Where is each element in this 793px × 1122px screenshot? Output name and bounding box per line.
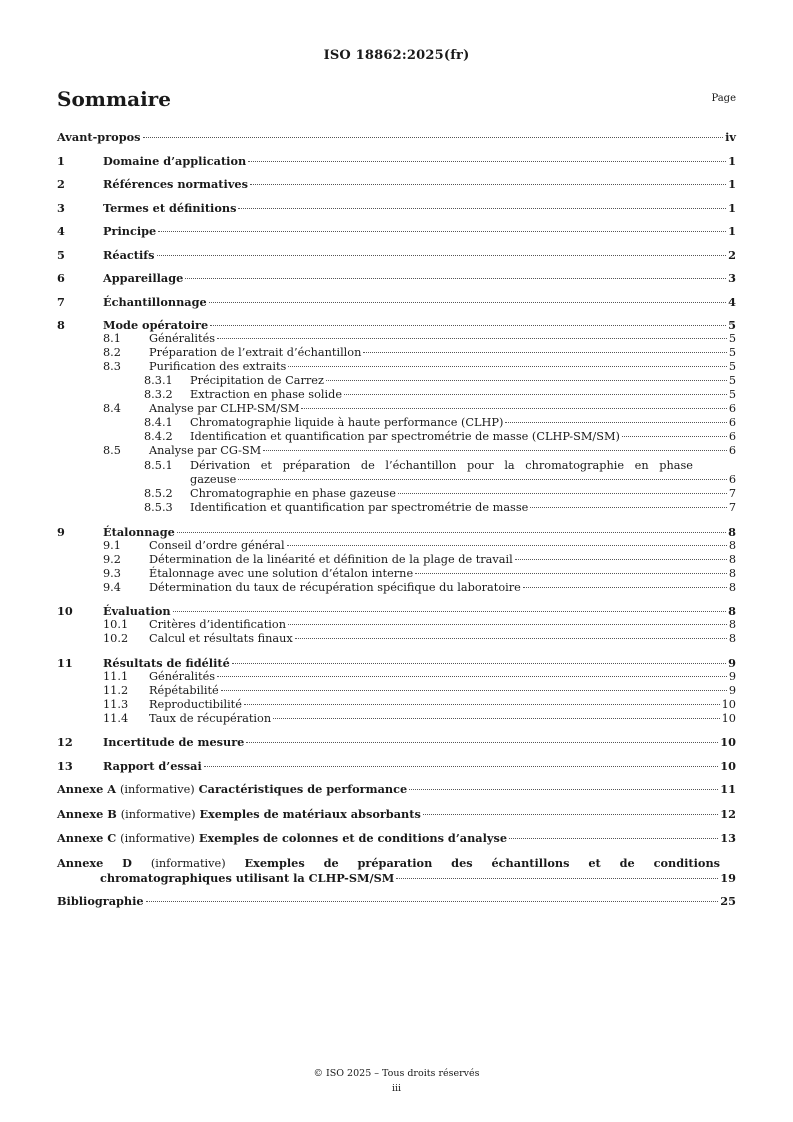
toc-entry-page: 7 — [728, 487, 736, 500]
toc-entry-number: 11 — [57, 655, 73, 670]
toc-entry-page: 10 — [721, 711, 736, 725]
toc-entry-number: 9.2 — [103, 552, 121, 566]
toc-entry-13[interactable] — [57, 759, 736, 773]
toc-entry-number: 8.3.1 — [144, 374, 173, 387]
leader-dots — [238, 479, 726, 480]
annex-title: Exemples de matériaux absorbants — [199, 806, 421, 821]
toc-entry-label: Analyse par CG-SM — [149, 444, 262, 457]
annex-name: Annexe B — [57, 806, 117, 821]
leader-dots — [185, 278, 726, 279]
annex-name: Annexe A — [57, 782, 116, 796]
toc-entry-number: 3 — [57, 200, 65, 215]
toc-entry-8-5-2[interactable] — [57, 487, 736, 501]
toc-entry-8-1[interactable] — [57, 332, 736, 346]
toc-entry-6[interactable] — [57, 271, 736, 285]
toc-entry-page: 1 — [728, 177, 736, 191]
toc-entry-page: 8 — [728, 604, 736, 618]
leader-dots — [509, 838, 718, 839]
toc-entry-4[interactable] — [57, 224, 736, 238]
leader-dots — [246, 742, 718, 743]
toc-entry-page: 5 — [728, 388, 736, 401]
toc-entry-8-3-1[interactable] — [57, 374, 736, 388]
leader-dots — [287, 545, 727, 546]
toc-entry-page: 6 — [728, 473, 736, 486]
toc-entry-page: 5 — [728, 318, 736, 332]
leader-dots — [177, 532, 726, 533]
leader-dots — [301, 408, 726, 409]
leader-dots — [232, 663, 726, 664]
toc-entry-page: 9 — [728, 655, 736, 670]
toc-entry-bibliography[interactable] — [57, 894, 736, 908]
toc-entry-page: 8 — [728, 552, 736, 566]
toc-entry-page: 6 — [728, 402, 736, 415]
toc-entry-number: 11.3 — [103, 697, 129, 711]
toc-entry-page: 7 — [728, 501, 736, 514]
annex-title: Exemples de préparation des échantillons et de conditions — [244, 855, 721, 870]
toc-entry-number: 8.2 — [103, 346, 121, 359]
toc-entry-8-3[interactable] — [57, 360, 736, 374]
toc-entry-label: Reproductibilité — [149, 697, 242, 711]
toc-entry-page: 10 — [720, 758, 736, 773]
toc-entry-page: 1 — [728, 153, 736, 168]
leader-dots — [157, 255, 727, 256]
toc-entry-number: 8.5 — [103, 444, 121, 457]
toc-entry-label: Précipitation de Carrez — [190, 374, 324, 387]
toc-entry-page: 8 — [728, 580, 736, 594]
toc-entry-annex-c[interactable] — [57, 831, 736, 846]
toc-entry-label-continued: gazeuse — [190, 473, 237, 486]
leader-dots — [244, 704, 720, 705]
toc-entry-label: Purification des extraits — [149, 360, 287, 373]
toc-entry-foreword[interactable] — [57, 130, 736, 144]
page-title: Sommaire — [57, 87, 171, 111]
toc-entry-page: 9 — [728, 683, 736, 697]
toc-entry-label: Avant-propos — [57, 130, 141, 144]
toc-entry-label: Chromatographie liquide à haute performance (CLHP) — [190, 416, 504, 429]
toc-entry-8-3-2[interactable] — [57, 388, 736, 402]
toc-entry-page: 13 — [720, 831, 736, 845]
toc-entry-page: 1 — [728, 200, 736, 215]
toc-entry-number: 9.4 — [103, 580, 121, 594]
toc-entry-label: Détermination du taux de récupération spécifique du laboratoire — [149, 580, 521, 594]
toc-entry-label: Références normatives — [103, 177, 248, 191]
toc-entry-8-2[interactable] — [57, 346, 736, 360]
page-number: iii — [391, 1083, 402, 1094]
toc-entry-number: 13 — [57, 758, 73, 773]
toc-entry-page: 8 — [728, 618, 736, 631]
annex-name: Annexe D — [57, 855, 132, 870]
page-column-label: Page — [711, 93, 736, 104]
leader-dots — [209, 302, 726, 303]
table-of-contents — [57, 130, 736, 908]
toc-entry-page: 19 — [720, 870, 736, 885]
toc-entry-number: 8.1 — [103, 332, 121, 345]
toc-entry-8-4[interactable] — [57, 402, 736, 416]
toc-entry-number: 8.5.2 — [144, 487, 173, 500]
toc-entry-number: 6 — [57, 271, 65, 285]
toc-entry-label: Domaine d’application — [103, 153, 247, 168]
annex-type: (informative) — [120, 807, 196, 821]
toc-entry-label: Mode opératoire — [103, 318, 209, 332]
leader-dots — [523, 587, 727, 588]
leader-dots — [248, 161, 726, 162]
toc-entry-8-5-3[interactable] — [57, 501, 736, 515]
leader-dots — [288, 366, 727, 367]
toc-entry-number: 5 — [57, 247, 65, 262]
leader-dots — [250, 184, 726, 185]
toc-entry-number: 8.4.1 — [144, 416, 173, 429]
document-id: ISO 18862:2025(fr) — [323, 48, 470, 63]
toc-entry-label: Chromatographie en phase gazeuse — [190, 487, 396, 500]
toc-entry-number: 11.4 — [103, 711, 129, 725]
toc-entry-page: 25 — [720, 894, 736, 908]
toc-entry-8-4-1[interactable] — [57, 416, 736, 430]
toc-entry-number: 7 — [57, 294, 65, 309]
toc-entry-page: 8 — [728, 632, 736, 645]
toc-entry-label: Rapport d’essai — [103, 758, 202, 773]
toc-entry-number: 9.3 — [103, 566, 121, 580]
toc-entry-label: Détermination de la linéarité et définition de la plage de travail — [149, 552, 513, 566]
leader-dots — [204, 766, 719, 767]
toc-entry-7[interactable] — [57, 295, 736, 309]
toc-entry-label: Répétabilité — [149, 683, 219, 697]
leader-dots — [146, 901, 719, 902]
toc-entry-5[interactable] — [57, 248, 736, 262]
annex-type: (informative) — [119, 783, 195, 796]
toc-entry-9-4[interactable] — [57, 581, 736, 595]
leader-dots — [326, 380, 727, 381]
copyright-notice: © ISO 2025 – Tous droits réservés — [313, 1068, 480, 1079]
toc-entry-8-5-1[interactable] — [57, 459, 736, 487]
toc-entry-label: Généralités — [149, 669, 216, 683]
toc-entry-page: 5 — [728, 374, 736, 387]
toc-entry-number: 9.1 — [103, 538, 121, 552]
toc-entry-page: 10 — [721, 697, 736, 711]
leader-dots — [530, 507, 726, 508]
toc-entry-number: 8.3.2 — [144, 388, 173, 401]
toc-entry-12[interactable] — [57, 735, 736, 749]
leader-dots — [415, 573, 727, 574]
leader-dots — [210, 325, 726, 326]
toc-entry-1[interactable] — [57, 154, 736, 168]
toc-entry-9-2[interactable] — [57, 553, 736, 567]
toc-entry-label: Évaluation — [103, 604, 171, 618]
toc-entry-number: 8.4.2 — [144, 430, 173, 443]
toc-entry-page: 2 — [728, 247, 736, 262]
toc-entry-9[interactable] — [57, 525, 736, 539]
toc-entry-label: Analyse par CLHP-SM/SM — [149, 402, 300, 415]
annex-name: Annexe C — [57, 831, 117, 845]
toc-entry-number: 4 — [57, 224, 65, 238]
leader-dots — [423, 814, 718, 815]
annex-title-continued: chromatographiques utilisant la CLHP-SM/SM — [100, 870, 395, 885]
leader-dots — [398, 493, 727, 494]
toc-entry-annex-d[interactable] — [57, 856, 736, 885]
toc-entry-label: Extraction en phase solide — [190, 388, 343, 401]
annex-heading — [57, 856, 736, 871]
leader-dots — [173, 611, 727, 612]
toc-entry-number: 12 — [57, 735, 73, 749]
leader-dots — [622, 436, 727, 437]
leader-dots — [273, 718, 720, 719]
toc-entry-11-2[interactable] — [57, 684, 736, 698]
annex-type: (informative) — [120, 832, 195, 845]
toc-entry-2[interactable] — [57, 177, 736, 191]
leader-dots — [217, 676, 727, 677]
toc-entry-page: 8 — [728, 566, 736, 580]
toc-entry-8-5[interactable] — [57, 444, 736, 458]
toc-entry-page: 1 — [728, 224, 736, 238]
toc-entry-number: 9 — [57, 524, 65, 539]
leader-dots — [515, 559, 727, 560]
toc-entry-label: Calcul et résultats finaux — [149, 632, 293, 645]
annex-title: Exemples de colonnes et de conditions d’analyse — [198, 831, 508, 845]
toc-entry-label: Identification et quantification par spectrométrie de masse (CLHP-SM/SM) — [190, 430, 620, 443]
toc-entry-label: Critères d’identification — [149, 618, 286, 631]
toc-entry-page: 6 — [728, 430, 736, 443]
leader-dots — [238, 208, 726, 209]
toc-entry-label: Généralités — [149, 332, 216, 345]
toc-entry-label: Incertitude de mesure — [103, 735, 245, 749]
toc-entry-page: iv — [725, 130, 736, 144]
toc-entry-label: Échantillonnage — [103, 294, 207, 309]
toc-entry-number: 11.1 — [103, 669, 129, 683]
leader-dots — [288, 624, 727, 625]
leader-dots — [505, 422, 726, 423]
leader-dots — [409, 789, 718, 790]
toc-entry-number: 10.1 — [103, 618, 129, 631]
toc-entry-number: 10.2 — [103, 632, 129, 645]
toc-entry-page: 5 — [728, 360, 736, 373]
page-footer — [0, 1066, 793, 1096]
toc-entry-page: 4 — [728, 294, 736, 309]
toc-entry-11[interactable] — [57, 656, 736, 670]
toc-entry-label: Identification et quantification par spectrométrie de masse — [190, 501, 529, 514]
toc-entry-annex-b[interactable] — [57, 807, 736, 822]
toc-entry-8[interactable] — [57, 318, 736, 332]
toc-entry-label: Appareillage — [103, 271, 184, 285]
toc-entry-number: 1 — [57, 153, 65, 168]
toc-entry-page: 8 — [728, 524, 736, 539]
toc-entry-10-1[interactable] — [57, 618, 736, 632]
annex-heading — [57, 782, 407, 797]
toc-entry-page: 12 — [720, 806, 736, 821]
leader-dots — [363, 352, 726, 353]
toc-entry-10-2[interactable] — [57, 632, 736, 646]
toc-entry-number: 8.4 — [103, 402, 121, 415]
toc-entry-label: Dérivation et préparation de l’échantillon pour la chromatographie en phase — [190, 459, 693, 472]
leader-dots — [217, 338, 727, 339]
toc-entry-label: Principe — [103, 224, 157, 238]
toc-entry-label: Réactifs — [103, 247, 155, 262]
toc-entry-page: 5 — [728, 332, 736, 345]
toc-entry-10[interactable] — [57, 604, 736, 618]
toc-entry-label: Termes et définitions — [103, 200, 237, 215]
toc-entry-number: 11.2 — [103, 683, 129, 697]
leader-dots — [221, 690, 727, 691]
toc-entry-9-3[interactable] — [57, 567, 736, 581]
toc-entry-number: 10 — [57, 604, 73, 618]
leader-dots — [295, 638, 727, 639]
toc-entry-label: Étalonnage avec une solution d’étalon interne — [149, 566, 414, 580]
toc-entry-11-4[interactable] — [57, 712, 736, 726]
toc-entry-number: 8.3 — [103, 360, 121, 373]
leader-dots — [344, 394, 727, 395]
toc-entry-label: Étalonnage — [103, 524, 175, 539]
toc-entry-8-4-2[interactable] — [57, 430, 736, 444]
annex-type: (informative) — [150, 856, 226, 870]
toc-entry-label: Préparation de l’extrait d’échantillon — [149, 346, 362, 359]
toc-entry-number: 8.5.1 — [144, 459, 173, 472]
toc-entry-page: 8 — [728, 538, 736, 552]
leader-dots — [396, 878, 718, 879]
toc-entry-page: 3 — [728, 271, 736, 285]
annex-heading — [57, 831, 507, 846]
toc-entry-page: 6 — [728, 416, 736, 429]
annex-title: Caractéristiques de performance — [198, 782, 408, 796]
leader-dots — [143, 137, 724, 138]
toc-entry-3[interactable] — [57, 201, 736, 215]
toc-entry-number: 8 — [57, 318, 65, 332]
leader-dots — [263, 450, 727, 451]
toc-entry-label: Conseil d’ordre général — [149, 538, 285, 552]
toc-entry-11-3[interactable] — [57, 698, 736, 712]
annex-heading — [57, 807, 421, 822]
toc-entry-11-1[interactable] — [57, 670, 736, 684]
leader-dots — [158, 231, 726, 232]
toc-entry-page: 11 — [720, 782, 736, 796]
toc-entry-page: 10 — [720, 735, 736, 749]
toc-entry-label: Taux de récupération — [149, 711, 272, 725]
toc-entry-number: 8.5.3 — [144, 501, 173, 514]
toc-entry-page: 5 — [728, 346, 736, 359]
toc-entry-number: 2 — [57, 177, 65, 191]
toc-entry-page: 6 — [728, 444, 736, 457]
toc-entry-annex-a[interactable] — [57, 782, 736, 797]
toc-entry-page: 9 — [728, 669, 736, 683]
toc-entry-9-1[interactable] — [57, 539, 736, 553]
toc-entry-label: Bibliographie — [57, 894, 144, 908]
toc-entry-label: Résultats de fidélité — [103, 655, 230, 670]
